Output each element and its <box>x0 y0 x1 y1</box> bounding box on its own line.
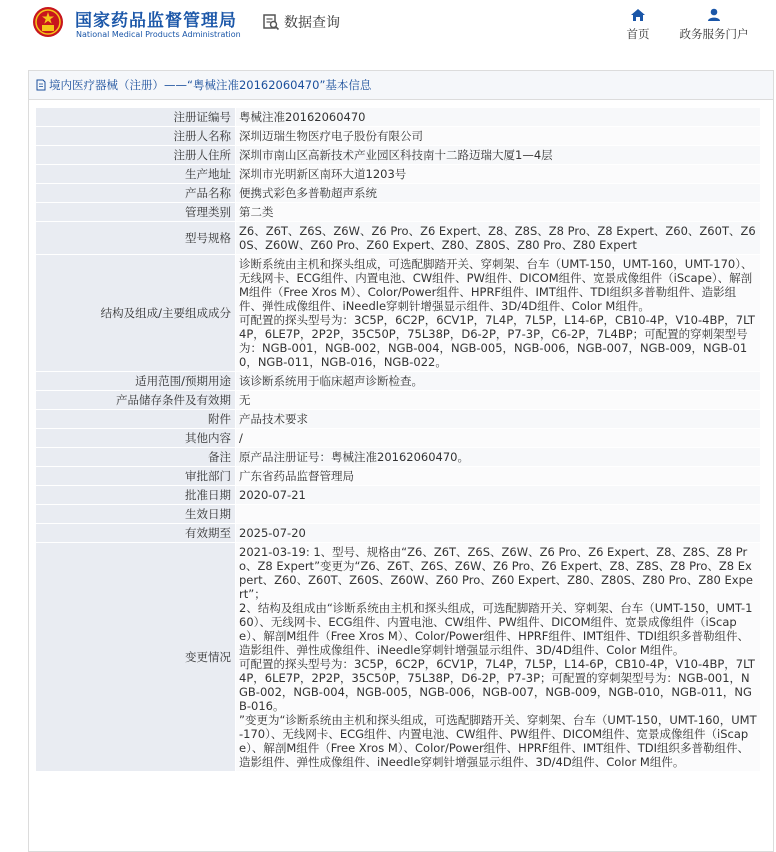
table-row <box>36 429 761 448</box>
row-label: 结构及组成/主要组成成分 <box>36 255 236 372</box>
site-header <box>0 0 776 60</box>
table-row <box>36 203 761 222</box>
row-value <box>236 505 761 524</box>
row-value: 2025-07-20 <box>236 524 761 543</box>
row-label: 管理类别 <box>36 203 236 222</box>
row-label: 批准日期 <box>36 486 236 505</box>
row-label: 审批部门 <box>36 467 236 486</box>
home-icon <box>630 8 646 22</box>
row-value: 广东省药品监督管理局 <box>236 467 761 486</box>
row-label: 注册证编号 <box>36 108 236 127</box>
site-subtitle: National Medical Products Administration <box>76 30 241 39</box>
nav-service-label: 政务服务门户 <box>679 27 749 41</box>
table-row <box>36 184 761 203</box>
row-value: 产品技术要求 <box>236 410 761 429</box>
row-label: 其他内容 <box>36 429 236 448</box>
row-value: Z6、Z6T、Z6S、Z6W、Z6 Pro、Z6 Expert、Z8、Z8S、Z8 Pro、Z8 Expert、Z60、Z60T、Z60S、Z60W、Z60 Pro、Z60 Expert、Z80、Z80S、Z80 Pro、Z80 Expert <box>236 222 761 255</box>
table-row <box>36 146 761 165</box>
data-query-icon <box>262 13 280 31</box>
table-row <box>36 372 761 391</box>
data-query-link[interactable] <box>262 12 340 32</box>
document-icon <box>35 79 47 91</box>
table-row <box>36 410 761 429</box>
detail-table <box>35 107 761 772</box>
table-row <box>36 255 761 372</box>
row-value: 便携式彩色多普勒超声系统 <box>236 184 761 203</box>
table-row <box>36 391 761 410</box>
row-label: 注册人名称 <box>36 127 236 146</box>
user-icon <box>706 8 722 22</box>
row-value: 深圳迈瑞生物医疗电子股份有限公司 <box>236 127 761 146</box>
row-value: 原产品注册证号：粤械注准20162060470。 <box>236 448 761 467</box>
row-value: 该诊断系统用于临床超声诊断检查。 <box>236 372 761 391</box>
nav-home-label: 首页 <box>626 27 650 41</box>
row-label: 附件 <box>36 410 236 429</box>
national-emblem-icon <box>32 6 64 38</box>
table-row <box>36 467 761 486</box>
site-title[interactable]: 国家药品监督管理局 <box>75 11 237 31</box>
row-label: 备注 <box>36 448 236 467</box>
table-row <box>36 448 761 467</box>
row-label: 适用范围/预期用途 <box>36 372 236 391</box>
row-label: 产品储存条件及有效期 <box>36 391 236 410</box>
row-label: 注册人住所 <box>36 146 236 165</box>
row-label: 产品名称 <box>36 184 236 203</box>
row-value: / <box>236 429 761 448</box>
table-row <box>36 222 761 255</box>
row-value: 诊断系统由主机和探头组成，可选配脚踏开关、穿刺架、台车（UMT-150，UMT-160，UMT-170）、无线网卡、ECG组件、内置电池、CW组件、PW组件、DICOM组件、宽景成像组件（iScape）、解剖M组件（Free Xros M）、Color/Power组件、HPRF组件、IMT组件、TDI组织多普勒组件、造影组件、弹性成像组件、iNeedle穿刺针增强显示组件、3D/4D组件、Color M组件。 可配置的探头型号为：3C5P，6C2P，6CV1P，7L4P，7L5P，L14-6P，CB10-4P，V10-4BP，7LT4P，6LE7P，2P2P，35C50P，75L38P，D6-2P，P7-3P，C6-2P，7L4BP；可配置的穿刺架型号为：NGB-001，NGB-002，NGB-004，NGB-005，NGB-006，NGB-007，NGB-009，NGB-010，NGB-011，NGB-016，NGB-022。 <box>236 255 761 372</box>
table-row <box>36 524 761 543</box>
table-row <box>36 505 761 524</box>
row-value: 深圳市光明新区南环大道1203号 <box>236 165 761 184</box>
table-row <box>36 486 761 505</box>
row-label: 有效期至 <box>36 524 236 543</box>
table-row <box>36 165 761 184</box>
row-value: 第二类 <box>236 203 761 222</box>
breadcrumb-text: 境内医疗器械（注册）——“粤械注准20162060470”基本信息 <box>49 78 372 92</box>
table-row <box>36 543 761 772</box>
row-label: 生产地址 <box>36 165 236 184</box>
nav-service-portal[interactable] <box>676 8 752 42</box>
table-row <box>36 127 761 146</box>
row-label: 型号规格 <box>36 222 236 255</box>
row-label: 生效日期 <box>36 505 236 524</box>
table-row <box>36 108 761 127</box>
data-query-label: 数据查询 <box>284 15 340 31</box>
row-value: 2020-07-21 <box>236 486 761 505</box>
row-value: 2021-03-19: 1、型号、规格由“Z6、Z6T、Z6S、Z6W、Z6 Pro、Z6 Expert、Z8、Z8S、Z8 Pro、Z8 Expert”变更为“Z6、Z6T、Z6S、Z6W、Z6 Pro、Z6 Expert、Z8、Z8S、Z8 Pro、Z8 Expert、Z60、Z60T、Z60S、Z60W、Z60 Pro、Z60 Expert、Z80、Z80S、Z80 Pro、Z80 Expert”； 2、结构及组成由“诊断系统由主机和探头组成，可选配脚踏开关、穿刺架、台车（UMT-150，UMT-160）、无线网卡、ECG组件、内置电池、CW组件、PW组件、DICOM组件、宽景成像组件（iScape）、解剖M组件（Free Xros M）、Color/Power组件、HPRF组件、IMT组件、TDI组织多普勒组件、造影组件、弹性成像组件、iNeedle穿刺针增强显示组件、3D/4D组件、Color M组件。 可配置的探头型号为：3C5P，6C2P，6CV1P，7L4P，7L5P，L14-6P，CB10-4P，V10-4BP，7LT4P，6LE7P，2P2P，35C50P，75L38P，D6-2P，P7-3P；可配置的穿刺架型号为：NGB-001，NGB-002，NGB-004，NGB-005，NGB-006，NGB-007，NGB-009，NGB-010，NGB-011，NGB-016。 ”变更为“诊断系统由主机和探头组成，可选配脚踏开关、穿刺架、台车（UMT-150，UMT-160，UMT-170）、无线网卡、ECG组件、内置电池、CW组件、PW组件、DICOM组件、宽景成像组件（iScape）、解剖M组件（Free Xros M）、Color/Power组件、HPRF组件、IMT组件、TDI组织多普勒组件、造影组件、弹性成像组件、iNeedle穿刺针增强显示组件、3D/4D组件、Color M组件。 <box>236 543 761 772</box>
row-value: 粤械注准20162060470 <box>236 108 761 127</box>
row-value: 深圳市南山区高新技术产业园区科技南十二路迈瑞大厦1—4层 <box>236 146 761 165</box>
nav-home[interactable] <box>624 8 652 42</box>
row-value: 无 <box>236 391 761 410</box>
breadcrumb <box>29 71 773 100</box>
detail-panel <box>28 70 774 852</box>
row-label: 变更情况 <box>36 543 236 772</box>
